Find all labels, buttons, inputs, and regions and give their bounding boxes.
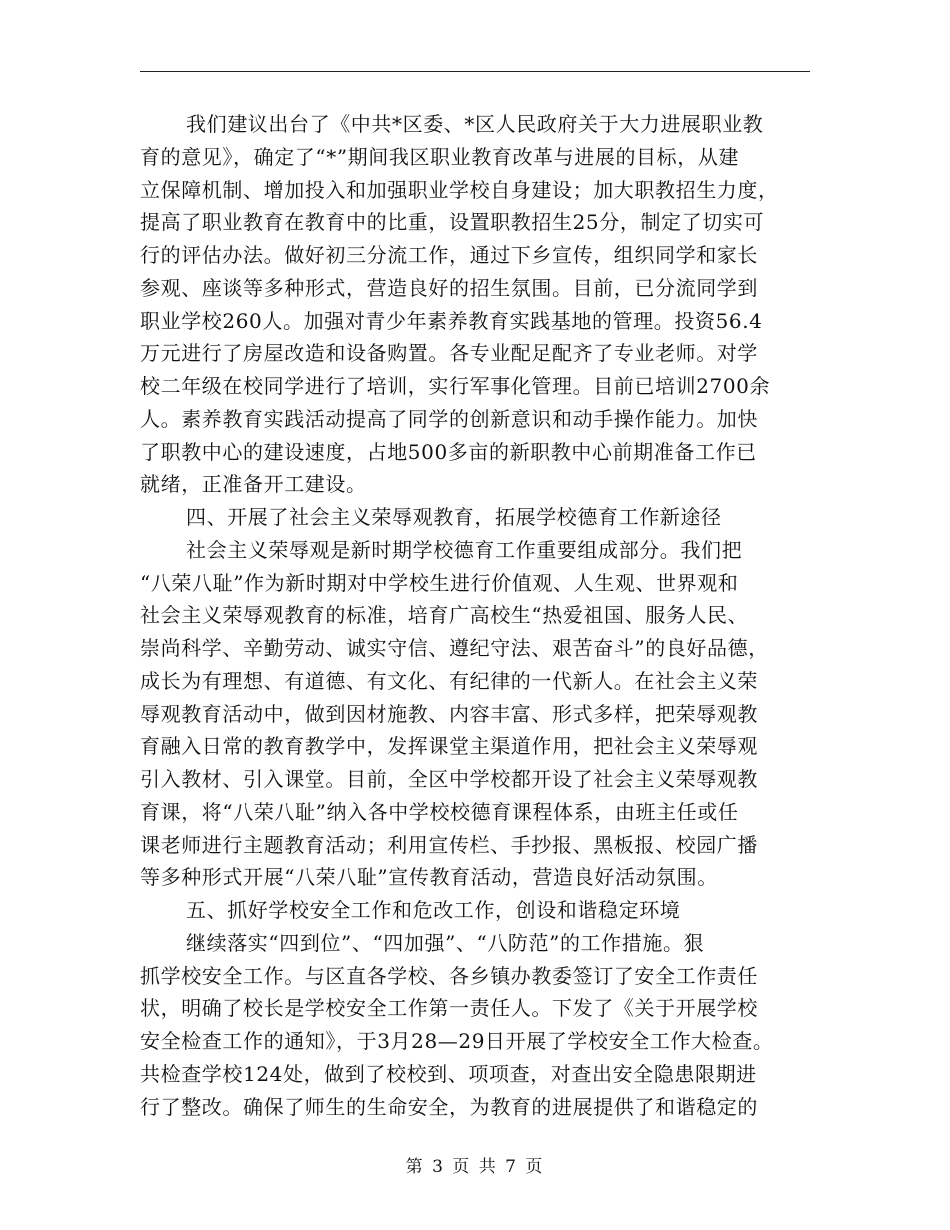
text-line: 社会主义荣辱观是新时期学校德育工作重要组成部分。我们把 [186,537,743,562]
text-line: 我们建议出台了《中共*区委、*区人民政府关于大力进展职业教 [186,112,764,136]
text-line: 崇尚科学、辛勤劳动、诚实守信、遵纪守法、艰苦奋斗”的良好品德， [140,636,769,660]
text-line: 社会主义荣辱观教育的标准，培育广高校生“热爱祖国、服务人民、 [140,603,749,628]
text-line: 育融入日常的教育教学中，发挥课堂主渠道作用，把社会主义荣辱观 [140,734,758,759]
section-heading: 四、开展了社会主义荣辱观教育，拓展学校德育工作新途径 [186,505,722,529]
text-line: 了职教中心的建设速度，占地500多亩的新职教中心前期准备工作已 [140,439,757,464]
body-text [140,108,820,1123]
text-line: 抓学校安全工作。与区直各学校、各乡镇办教委签订了安全工作责任 [140,963,758,988]
text-line: 课老师进行主题教育活动；利用宣传栏、手抄报、黑板报、校园广播 [140,832,758,857]
text-line: 辱观教育活动中，做到因材施教、内容丰富、形式多样，把荣辱观教 [140,701,758,726]
text-line: 职业学校260人。加强对青少年素养教育实践基地的管理。投资56.4 [140,308,763,333]
text-line: 育的意见》，确定了“*”期间我区职业教育改革与进展的目标，从建 [140,144,740,169]
header-rule [140,71,810,72]
section-heading: 五、抓好学校安全工作和危改工作，创设和谐稳定环境 [186,898,681,922]
text-line: 状，明确了校长是学校安全工作第一责任人。下发了《关于开展学校 [140,996,758,1021]
text-line: 等多种形式开展“八荣八耻”宣传教育活动，营造良好活动氛围。 [140,865,718,890]
text-line: 引入教材、引入课堂。目前，全区中学校都开设了社会主义荣辱观教 [140,767,758,791]
text-line: 继续落实“四到位”、“四加强”、“八防范”的工作措施。狠 [186,930,705,955]
text-line: 行的评估办法。做好初三分流工作，通过下乡宣传，组织同学和家长 [140,243,758,267]
text-line: 校二年级在校同学进行了培训，实行军事化管理。目前已培训2700余 [140,374,771,398]
text-line: 行了整改。确保了师生的生命安全，为教育的进展提供了和谐稳定的 [140,1094,758,1119]
text-line: 提高了职业教育在教育中的比重，设置职教招生25分，制定了切实可 [140,210,765,235]
text-line: 立保障机制、增加投入和加强职业学校自身建设；加大职教招生力度， [140,177,779,202]
text-line: 参观、座谈等多种形式，营造良好的招生氛围。目前，已分流同学到 [140,275,758,300]
text-line: 共检查学校124处，做到了校校到、项项查，对查出安全隐患限期进 [140,1061,757,1086]
text-line: 人。素养教育实践活动提高了同学的创新意识和动手操作能力。加快 [140,406,758,431]
text-line: 万元进行了房屋改造和设备购置。各专业配足配齐了专业老师。对学 [140,341,758,366]
text-line: 育课，将“八荣八耻”纳入各中学校校德育课程体系，由班主任或任 [140,799,739,824]
text-line: 成长为有理想、有道德、有文化、有纪律的一代新人。在社会主义荣 [140,668,758,693]
page-number-footer: 第 3 页 共 7 页 [405,1157,545,1177]
text-line: “八荣八耻”作为新时期对中学校生进行价值观、人生观、世界观和 [140,570,739,595]
text-line: 就绪，正准备开工建设。 [140,472,367,497]
text-line: 安全检查工作的通知》，于3月28—29日开展了学校安全工作大检查。 [140,1029,774,1053]
